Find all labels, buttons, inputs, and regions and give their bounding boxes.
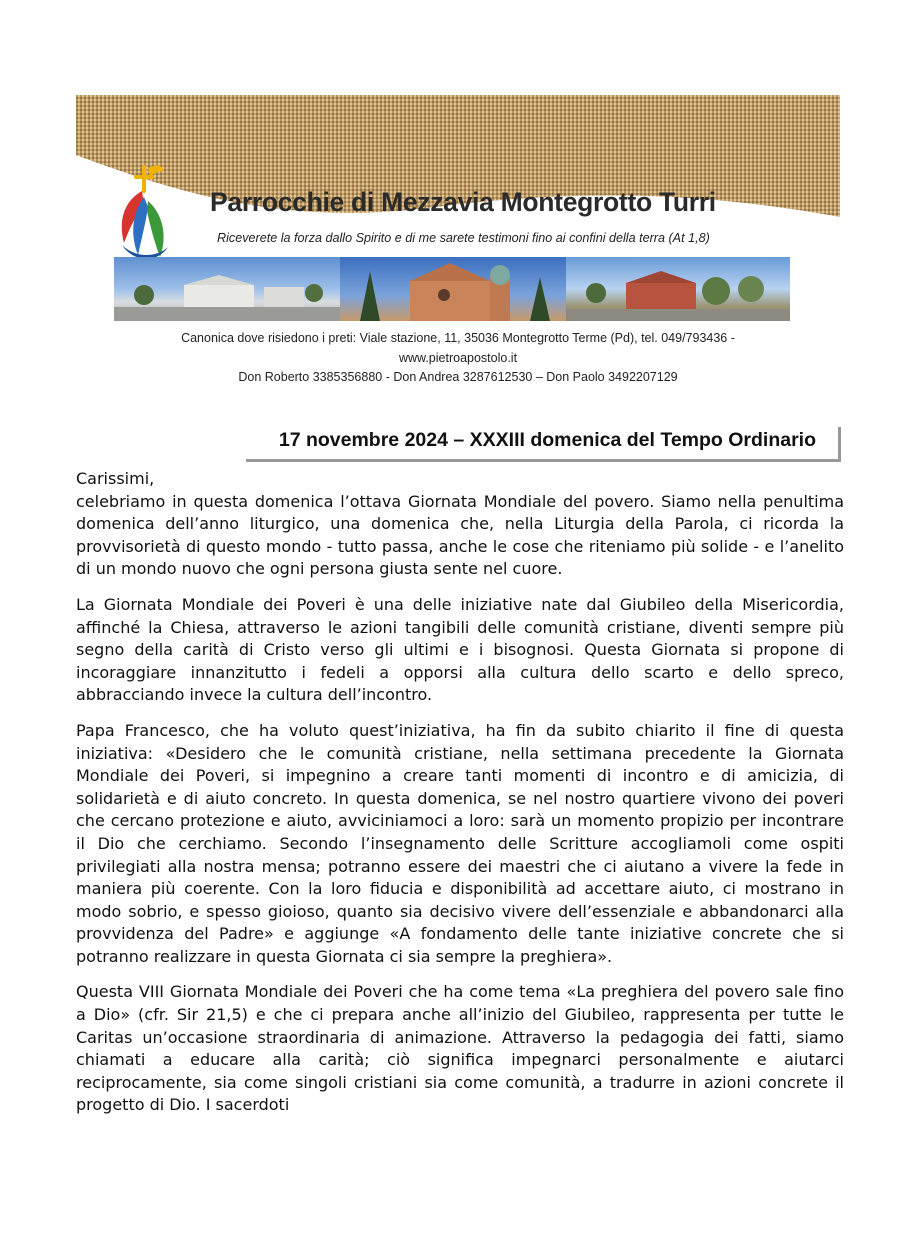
church-photo-turri xyxy=(566,257,790,321)
paragraph: Papa Francesco, che ha voluto quest’iniziativa, ha fin da subito chiarito il fine di questa iniziativa: «Desidero che le comunità cristiane, nella settimana precedente la Giornata Mondiale dei Poveri, si impegnino a creare tanti momenti di incontro e di amicizia, di solidarietà e di aiuto concreto. In questa domenica, se nel nostro quartiere vivono dei poveri che cercano protezione e aiuto, avviciniamoci a loro: sarà un momento propizio per incontrare il Dio che cerchiamo. Secondo l’insegnamento delle Scritture accogliamoli come ospiti privilegiati alla nostra mensa; potranno essere dei maestri che ci aiutano a vivere la fede in maniera più coerente. Con la loro fiducia e disponibilità ad accettare aiuto, ci mostrano in modo sobrio, e spesso gioioso, quanto sia decisivo vivere dell’essenziale e abbandonarci alla provvidenza del Padre» e aggiunge «A fondamento delle tante iniziative concrete che si potranno realizzare in questa Giornata ci sia sempre la preghiera». xyxy=(76,720,844,966)
address-line: Canonica dove risiedono i preti: Viale stazione, 11, 35036 Montegrotto Terme (Pd), tel. 049/793436 - xyxy=(181,331,735,345)
parish-motto: Riceverete la forza dallo Spirito e di me sarete testimoni fino ai confini della terra (At 1,8) xyxy=(217,231,710,245)
paragraph: La Giornata Mondiale dei Poveri è una delle iniziative nate dal Giubileo della Misericordia, affinché la Chiesa, attraverso le azioni tangibili delle comunità cristiane, diventi sempre più segno della carità di Cristo verso gli ultimi e i bisognosi. Questa Giornata si propone di incoraggiare innanzitutto i fedeli a opporsi alla cultura dello scarto e dello spreco, abbracciando invece la cultura dell’incontro. xyxy=(76,594,844,705)
letterhead xyxy=(76,95,840,335)
church-photo-montegrotto xyxy=(340,257,566,321)
church-photo-mezzavia xyxy=(114,257,340,321)
website-line: www.pietroapostolo.it xyxy=(398,350,518,365)
greeting: Carissimi, xyxy=(76,469,155,488)
letter-body xyxy=(76,468,844,1130)
church-photo-strip xyxy=(114,257,790,321)
parish-title: Parrocchie di Mezzavia Montegrotto Turri xyxy=(210,187,716,217)
date-box xyxy=(246,427,841,462)
priests-phones-line: Don Roberto 3385356880 - Don Andrea 3287612530 – Don Paolo 3492207129 xyxy=(238,370,678,384)
parish-logo-icon xyxy=(114,157,174,267)
paragraph: celebriamo in questa domenica l’ottava Giornata Mondiale del povero. Siamo nella penultima domenica dell’anno liturgico, una domenica che, nella Liturgia della Parola, ci ricorda la provvisorietà di questo mondo - tutto passa, anche le cose che riteniamo più solide - e l’anelito di un mondo nuovo che ogni persona giusta sente nel cuore. xyxy=(76,491,844,579)
contact-info xyxy=(76,329,840,388)
date-title: 17 novembre 2024 – XXXIII domenica del Tempo Ordinario xyxy=(278,429,816,451)
paragraph: Questa VIII Giornata Mondiale dei Poveri che ha come tema «La preghiera del povero sale fino a Dio» (cfr. Sir 21,5) e che ci prepara anche all’inizio del Giubileo, rappresenta per tutte le Caritas un’occasione straordinaria di animazione. Attraverso la pedagogia dei fatti, siamo chiamati a educare alla carità; ciò significa impegnarci personalmente e aiutarci reciprocamente, sia come singoli cristiani sia come comunità, a tradurre in azioni concrete il progetto di Dio. I sacerdoti xyxy=(76,982,844,1115)
